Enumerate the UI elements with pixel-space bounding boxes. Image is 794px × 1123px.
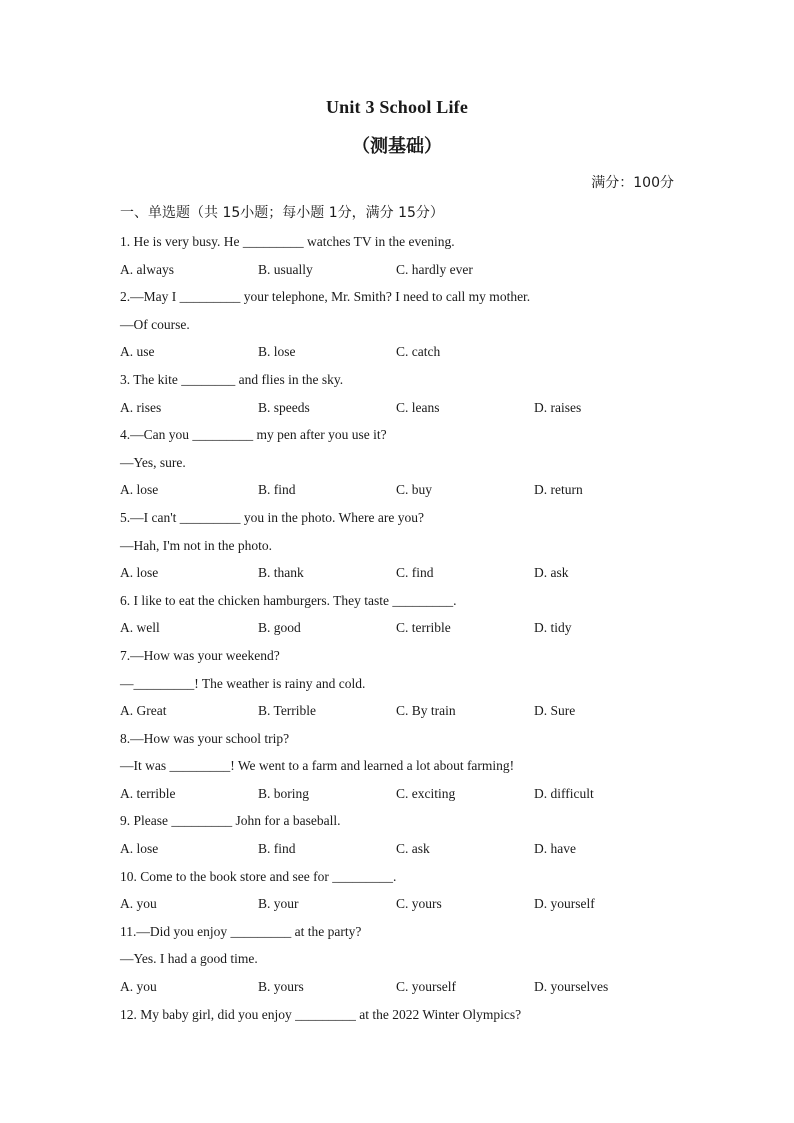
question-text: 4.—Can you _________ my pen after you use it? xyxy=(120,427,387,443)
answer-options xyxy=(120,394,680,422)
answer-option: D. have xyxy=(534,841,576,857)
answer-options xyxy=(120,559,680,587)
question-text: 10. Come to the book store and see for _________. xyxy=(120,868,397,884)
section-heading: 一、单选题（共 15小题；每小题 1分，满分 15分） xyxy=(120,205,444,221)
answer-options xyxy=(120,256,680,284)
answer-option: D. yourself xyxy=(534,896,595,912)
answer-option: B. speeds xyxy=(258,399,310,415)
answer-option: C. catch xyxy=(396,344,441,360)
answer-options xyxy=(120,890,680,918)
answer-option: B. find xyxy=(258,482,296,498)
answer-option: D. Sure xyxy=(534,703,576,719)
answer-option: B. lose xyxy=(258,344,296,360)
answer-option: D. tidy xyxy=(534,620,572,636)
answer-option: D. difficult xyxy=(534,785,594,801)
dialogue-line: —Yes. I had a good time. xyxy=(120,951,258,967)
answer-options xyxy=(120,338,680,366)
question-text: 9. Please _________ John for a baseball. xyxy=(120,813,341,829)
answer-option: A. lose xyxy=(120,841,159,857)
answer-options xyxy=(120,835,680,863)
answer-option: A. rises xyxy=(120,399,162,415)
answer-option: A. Great xyxy=(120,703,167,719)
answer-option: B. usually xyxy=(258,261,313,277)
answer-options xyxy=(120,973,680,1001)
answer-option: D. raises xyxy=(534,399,582,415)
answer-option: A. always xyxy=(120,261,174,277)
answer-option: A. well xyxy=(120,620,160,636)
answer-option: B. boring xyxy=(258,785,310,801)
answer-option: A. lose xyxy=(120,565,159,581)
page-title: Unit 3 School Life xyxy=(325,97,469,117)
page-subtitle: （测基础） xyxy=(352,136,442,157)
answer-option: C. hardly ever xyxy=(396,261,473,277)
answer-option: B. find xyxy=(258,841,296,857)
answer-options xyxy=(120,476,680,504)
answer-option: B. your xyxy=(258,896,299,912)
question-text: 8.—How was your school trip? xyxy=(120,730,290,746)
total-score: 满分：100分 xyxy=(591,175,674,191)
answer-option: D. yourselves xyxy=(534,979,609,995)
question-text: 6. I like to eat the chicken hamburgers. They taste _________. xyxy=(120,592,457,608)
answer-option: B. yours xyxy=(258,979,304,995)
answer-option: C. buy xyxy=(396,482,433,498)
answer-option: A. you xyxy=(120,979,157,995)
answer-option: C. exciting xyxy=(396,785,456,801)
answer-option: C. terrible xyxy=(396,620,451,636)
question-text: 1. He is very busy. He _________ watches TV in the evening. xyxy=(120,234,455,249)
question-text: 5.—I can't _________ you in the photo. Where are you? xyxy=(120,509,424,525)
question-text: 11.—Did you enjoy _________ at the party? xyxy=(120,923,362,939)
answer-option: D. ask xyxy=(534,565,569,581)
answer-option: B. thank xyxy=(258,565,304,581)
answer-option: A. you xyxy=(120,896,157,912)
answer-option: C. By train xyxy=(396,703,456,719)
answer-option: C. leans xyxy=(396,399,440,415)
dialogue-line: —Of course. xyxy=(120,316,190,332)
answer-option: A. terrible xyxy=(120,785,176,801)
answer-option: C. find xyxy=(396,565,434,581)
question-text: 3. The kite ________ and flies in the sky. xyxy=(120,371,344,387)
answer-option: C. ask xyxy=(396,841,430,857)
question-text: 12. My baby girl, did you enjoy _________ at the 2022 Winter Olympics? xyxy=(120,1006,522,1022)
answer-option: B. Terrible xyxy=(258,703,317,719)
answer-option: A. use xyxy=(120,344,155,360)
answer-option: A. lose xyxy=(120,482,159,498)
dialogue-line: —It was _________! We went to a farm and learned a lot about farming! xyxy=(120,758,515,774)
dialogue-line: —Yes, sure. xyxy=(120,454,186,470)
answer-option: B. good xyxy=(258,620,301,636)
question-list xyxy=(120,228,680,1028)
answer-option: D. return xyxy=(534,482,583,498)
answer-options xyxy=(120,780,680,808)
answer-options xyxy=(120,614,680,642)
question-text: 7.—How was your weekend? xyxy=(120,647,280,663)
answer-options xyxy=(120,697,680,725)
answer-option: C. yours xyxy=(396,896,442,912)
dialogue-line: —_________! The weather is rainy and cold. xyxy=(120,675,366,691)
dialogue-line: —Hah, I'm not in the photo. xyxy=(120,537,273,553)
question-text: 2.—May I _________ your telephone, Mr. Smith? I need to call my mother. xyxy=(120,289,531,305)
answer-option: C. yourself xyxy=(396,979,456,995)
